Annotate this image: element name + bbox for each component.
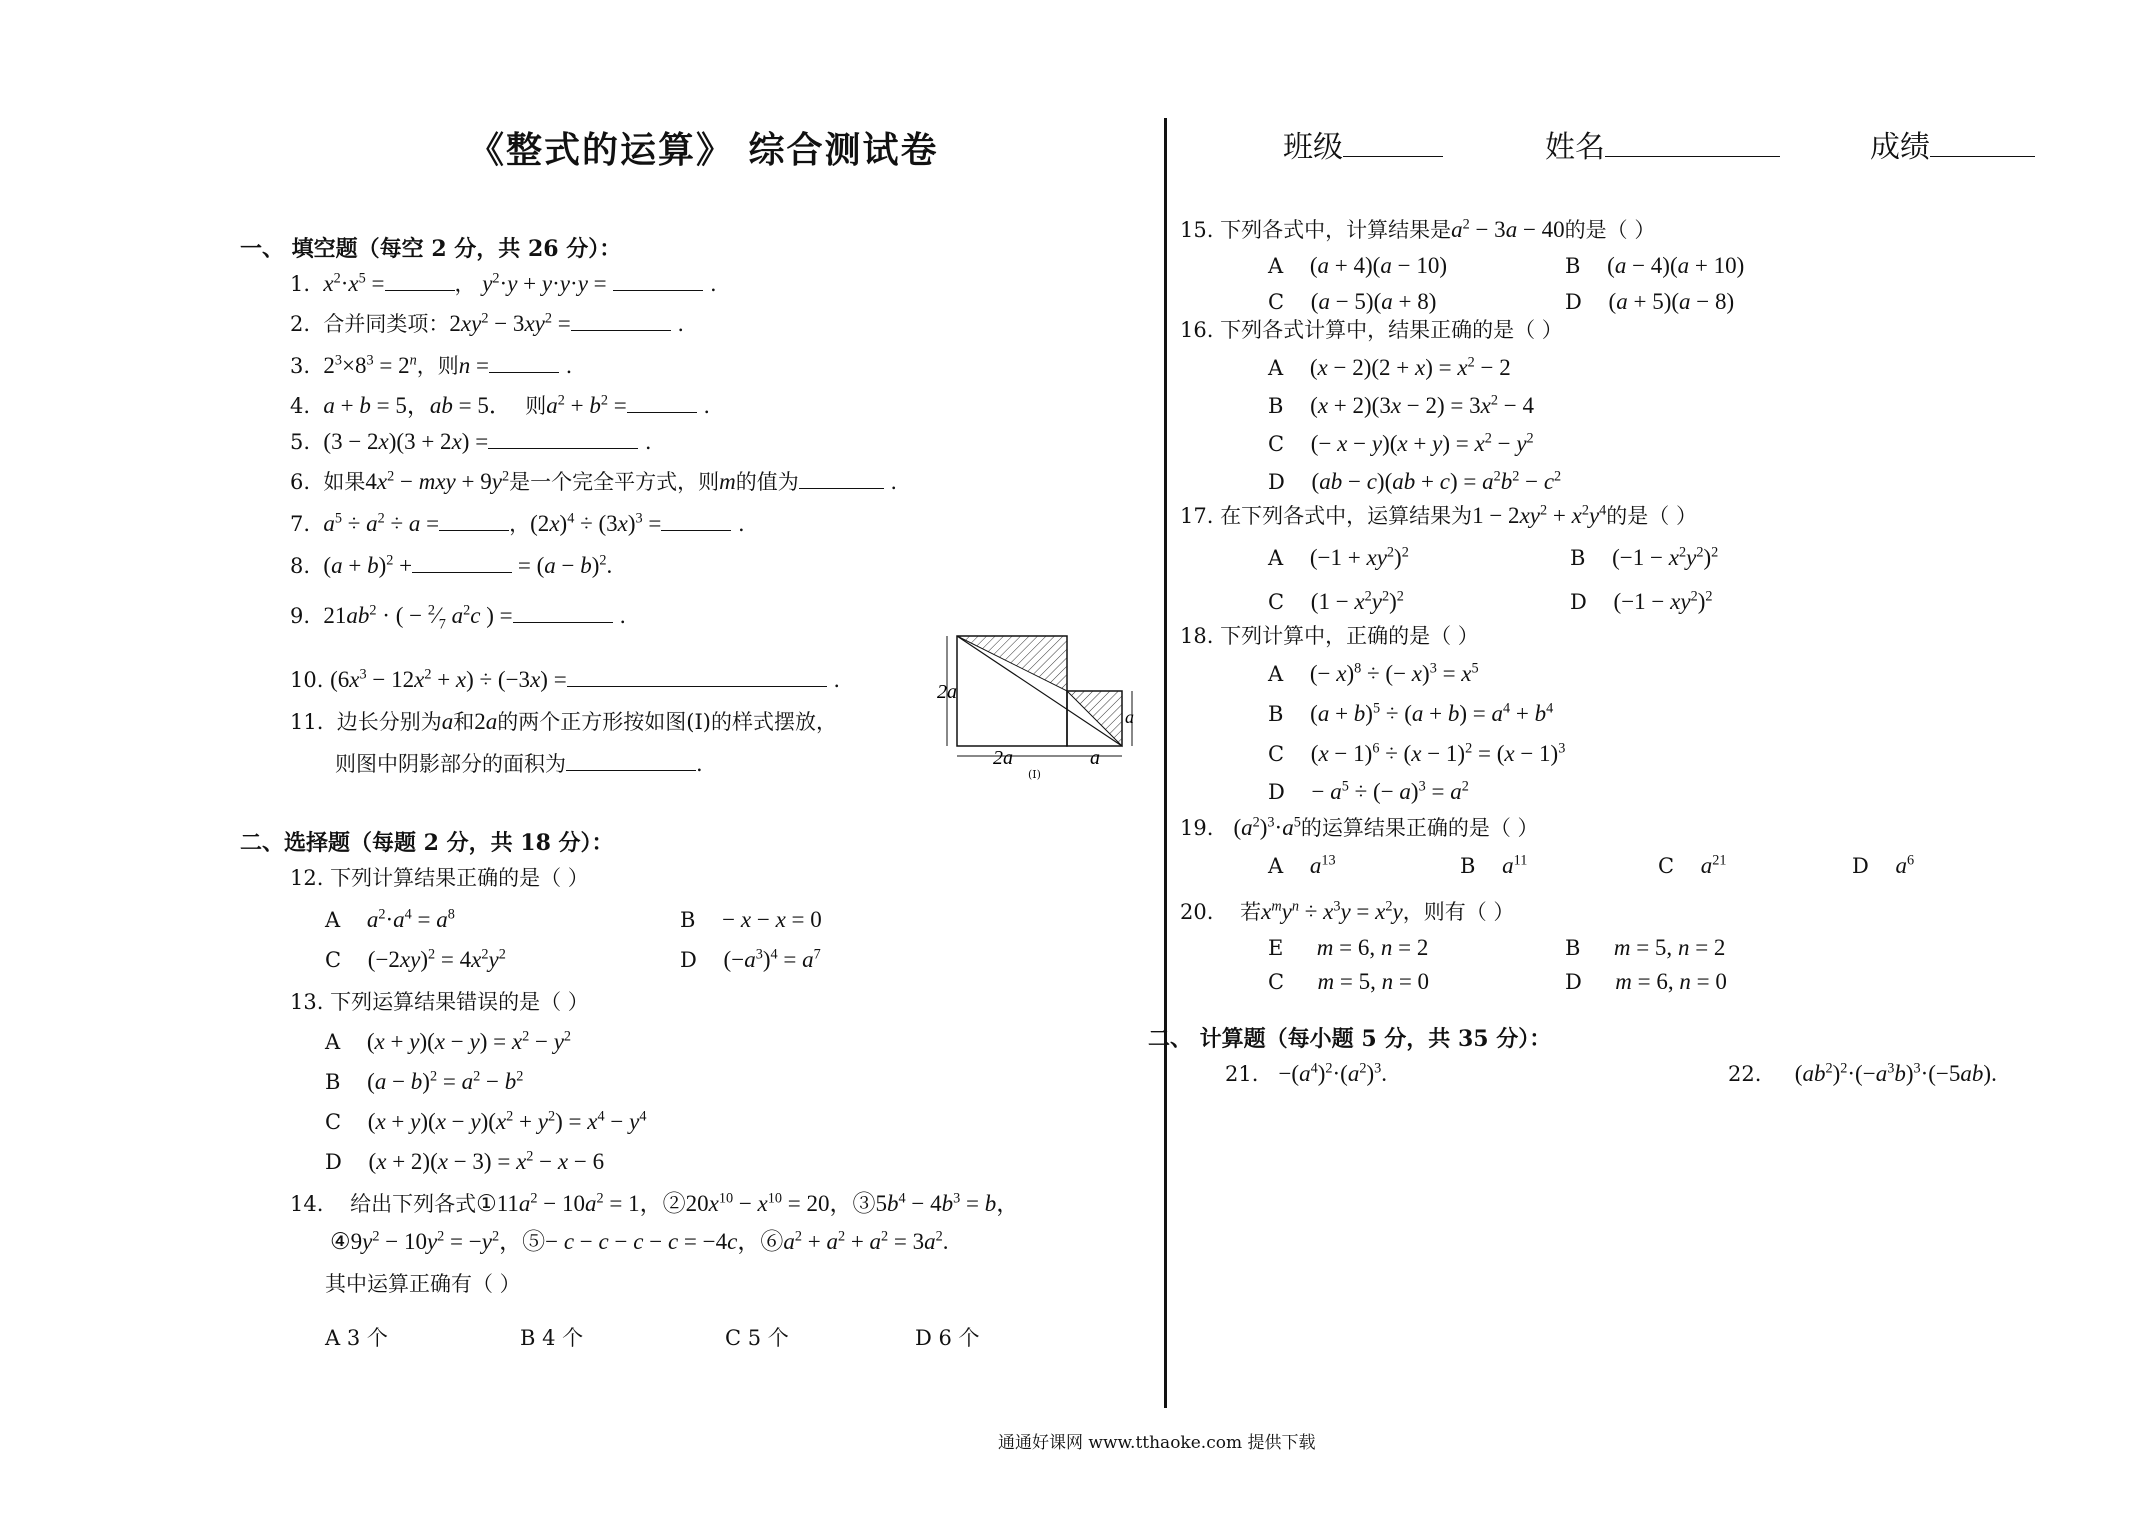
q12-b[interactable]: B − x − x = 0 (680, 907, 822, 932)
choice-q16: 16. 下列各式计算中，结果正确的是（ ） (1180, 318, 1563, 342)
q16-a[interactable]: A $(x - 2)(2 + x) = x^2 - 2$ (1268, 354, 1511, 380)
choice-q14: 14. 给出下列各式$①11a^2 - 10a^2 = 1$，$②20x^{10} - x^{10} = 20$，$③5b^4 - 4b^3 = b$， (290, 1190, 1020, 1216)
q15-c[interactable]: C (a − 5)(a + 8) (1268, 289, 1437, 314)
q13-a[interactable]: A $(x + y)(x - y) = x^2 - y^2$ (325, 1028, 572, 1054)
q16-c[interactable]: C (− $x - y)(x + y) = x^2 - y^2$ (1268, 430, 1534, 456)
q19-b[interactable]: B $a^{11}$ (1460, 852, 1528, 878)
svg-text:2a: 2a (993, 747, 1013, 768)
column-divider (1164, 118, 1167, 1408)
q18-a[interactable]: A (− x)$^8$ ÷ (− $x)^3 = x^5$ (1268, 660, 1479, 686)
q13-d[interactable]: D $(x + 2)(x - 3) = x^2 - x - 6$ (325, 1148, 605, 1174)
section-calc-heading: 二、 计算题（每小题 5 分，共 35 分）： (1148, 1026, 1552, 1052)
q19-c[interactable]: C $a^{21}$ (1658, 852, 1727, 878)
fill-q7: 7. $a^5 \div a^2 \div a$ = ，$(2x)^4 \div (3x)^3$ = . (290, 508, 745, 538)
q18-c[interactable]: C $(x - 1)^6 \div (x - 1)^2 = (x - 1)^3$ (1268, 740, 1566, 766)
fill-q4: 4. a + b = 5，ab = 5． 则$a^2 + b^2$ = . (290, 390, 710, 420)
fill-q5: 5. (3 − 2x)(3 + 2x) = . (290, 426, 652, 456)
figure-caption: (I) (1028, 768, 1041, 781)
q17-c[interactable]: C $(1 - x^2y^2)^2$ (1268, 588, 1404, 614)
score-label: 成绩 (1870, 122, 2035, 166)
q14-c[interactable]: C 5 个 (725, 1326, 789, 1350)
q14-a[interactable]: A 3 个 (325, 1326, 388, 1350)
score-blank[interactable] (1930, 134, 2035, 157)
q12-d[interactable]: D $(-a^3)^4 = a^7$ (680, 946, 821, 972)
fill-q11: 11. 边长分别为a和2a的两个正方形按如图(I)的样式摆放， (290, 709, 837, 734)
q14-d[interactable]: D 6 个 (915, 1326, 980, 1350)
fill-q9: 9. $21ab^2$ · ( − $^2⁄_7$ $a^2c$ ) = . (290, 600, 626, 634)
q13-c[interactable]: C $(x + y)(x - y)(x^2 + y^2) = x^4 - y^4$ (325, 1108, 647, 1134)
name-label: 姓名 (1545, 122, 1780, 166)
choice-q20: 20. 若$x^my^n \div x^3y = x^2y$，则有（ ） (1180, 898, 1515, 924)
q17-d[interactable]: D $(-1 - xy^2)^2$ (1570, 588, 1713, 614)
fill-q8: 8. $(a + b)^2$ + = $(a - b)^2$. (290, 550, 612, 580)
q19-d[interactable]: D $a^6$ (1852, 852, 1915, 878)
q18-b[interactable]: B $(a + b)^5 \div (a + b) = a^4 + b^4$ (1268, 700, 1554, 726)
fill-q11-line2: 则图中阴影部分的面积为 . (335, 748, 703, 777)
fill-q6: 6. 如果$4x^2$ − mxy + $9y^2$是一个完全平方式，则m的值为 . (290, 466, 897, 496)
choice-q18: 18. 下列计算中，正确的是（ ） (1180, 624, 1479, 648)
q12-c[interactable]: C $(-2xy)^2 = 4x^2y^2$ (325, 946, 506, 972)
section-fill-heading: 一、 填空题（每空 2 分，共 26 分）： (240, 236, 622, 262)
q17-a[interactable]: A $(-1 + xy^2)^2$ (1268, 544, 1409, 570)
fill-q3: 3. $2^3\times 8^3 = 2^n$，则n = . (290, 350, 572, 380)
svg-text:a: a (1090, 747, 1100, 768)
q15-b[interactable]: B (a − 4)(a + 10) (1565, 253, 1745, 278)
q15-a[interactable]: A (a + 4)(a − 10) (1268, 253, 1447, 278)
q17-b[interactable]: B $(-1 - x^2y^2)^2$ (1570, 544, 1719, 570)
q15-d[interactable]: D (a + 5)(a − 8) (1565, 289, 1735, 314)
q20-d[interactable]: D m = 6, n = 0 (1565, 969, 1727, 994)
fill-q1: 1. $x^2\cdot x^5$ = ， $y^2\cdot y + y\cdot y\cdot y$ = . (290, 268, 717, 298)
svg-text:a: a (1125, 707, 1134, 727)
q16-b[interactable]: B $(x + 2)(3x - 2) = 3x^2 - 4$ (1268, 392, 1534, 418)
q20-e[interactable]: E m = 6, n = 2 (1268, 935, 1429, 960)
section-choice-heading: 二、选择题（每题 2 分，共 18 分）： (240, 830, 614, 856)
q20-b[interactable]: B m = 5, n = 2 (1565, 935, 1726, 960)
q16-d[interactable]: D $(ab - c)(ab + c) = a^2b^2 - c^2$ (1268, 468, 1562, 494)
svg-text:2a: 2a (937, 681, 957, 703)
fill-q10: 10. $(6x^3 - 12x^2 + x) \div (-3x)$ = . (290, 664, 840, 694)
q18-d[interactable]: D − $a^5$ ÷ (− $a)^3 = a^2$ (1268, 778, 1469, 804)
q14-b[interactable]: B 4 个 (520, 1326, 584, 1350)
page-title: 《整式的运算》 综合测试卷 (468, 129, 939, 171)
choice-q17: 17. 在下列各式中，运算结果为$1 - 2xy^2 + x^2y^4$的是（ ） (1180, 502, 1697, 528)
choice-q14-line3: 其中运算正确有（ ） (325, 1272, 521, 1296)
choice-q19: 19. $(a^2)^3\cdot a^5$的运算结果正确的是（ ） (1180, 814, 1539, 840)
choice-q13: 13. 下列运算结果错误的是（ ） (290, 990, 589, 1014)
choice-q15: 15. 下列各式中，计算结果是$a^2 - 3a - 40$的是（ ） (1180, 216, 1656, 242)
q13-b[interactable]: B $(a - b)^2 = a^2 - b^2$ (325, 1068, 524, 1094)
calc-q21: 21. $-(a^4)^2\cdot(a^2)^3$. (1225, 1060, 1387, 1086)
class-blank[interactable] (1343, 134, 1443, 157)
name-blank[interactable] (1605, 134, 1780, 157)
q20-c[interactable]: C m = 5, n = 0 (1268, 969, 1430, 994)
footer-credit: 通通好课网 www.tthaoke.com 提供下载 (998, 1433, 1316, 1453)
calc-q22: 22. $(ab^2)^2\cdot(-a^3b)^3\cdot(-5ab)$. (1728, 1060, 1997, 1086)
q12-a[interactable]: A $a^2\cdot a^4 = a^8$ (325, 906, 455, 932)
choice-q14-line2: $④9y^2 - 10y^2 = -y^2$，⑤− c − c − c − c = −4c，$⑥a^2 + a^2 + a^2 = 3a^2$. (330, 1228, 949, 1254)
choice-q12: 12. 下列计算结果正确的是（ ） (290, 866, 589, 890)
class-label: 班级 (1283, 122, 1443, 166)
square-figure (935, 628, 1140, 768)
q19-a[interactable]: A $a^{13}$ (1268, 852, 1336, 878)
fill-q2: 2. 合并同类项：$2xy^2 - 3xy^2$ = . (290, 308, 684, 338)
